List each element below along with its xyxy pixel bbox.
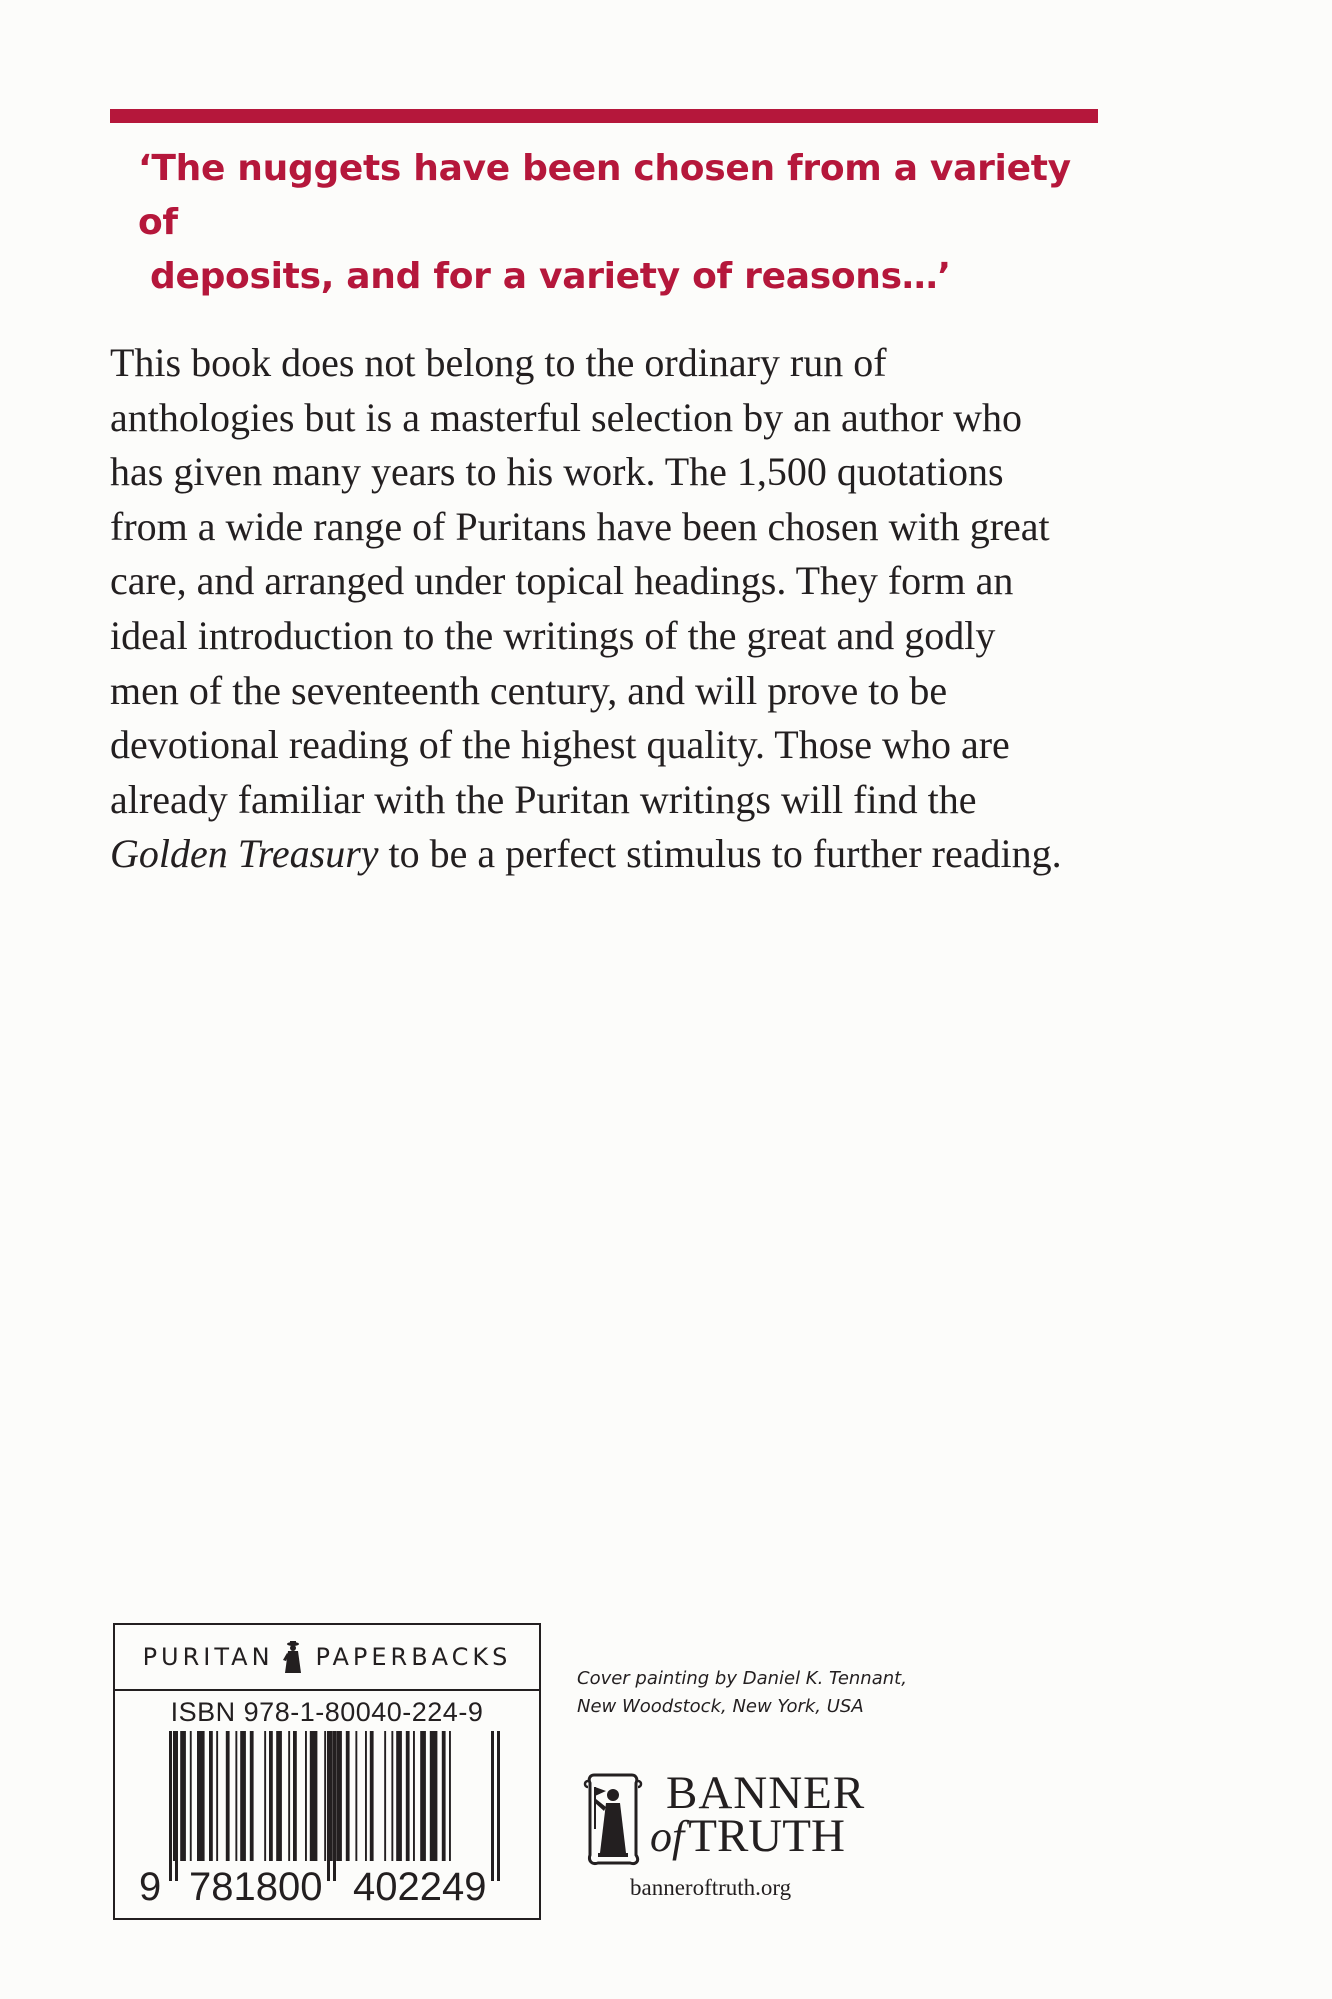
cover-credit-line-1: Cover painting by Daniel K. Tennant,: [577, 1668, 907, 1689]
blurb-line: already familiar with the Puritan writings will find the: [110, 776, 977, 822]
barcode-bar: [365, 1731, 367, 1861]
publisher-name-truth: TRUTH: [688, 1810, 845, 1862]
blurb-line: anthologies but is a masterful selection by an author who: [110, 394, 1023, 440]
puritan-figure-icon: [282, 1640, 304, 1674]
barcode-bar: [180, 1731, 186, 1861]
barcode-bar: [420, 1731, 426, 1861]
barcode-bar: [305, 1731, 307, 1861]
barcode-bar: [209, 1731, 213, 1861]
barcode-guard-bar: [497, 1731, 500, 1881]
publisher-name-line-1: BANNER: [666, 1767, 866, 1819]
barcode-bar: [355, 1731, 357, 1861]
barcode-bar: [276, 1731, 282, 1861]
top-accent-rule: [110, 109, 1098, 123]
series-right: PAPERBACKS: [315, 1643, 512, 1671]
publisher-url[interactable]: banneroftruth.org: [630, 1875, 792, 1900]
publisher-name-line-2: [650, 1812, 845, 1861]
barcode-digits-right: 402249: [353, 1865, 487, 1909]
barcode-bar: [442, 1731, 446, 1861]
barcode-bar: [216, 1731, 218, 1861]
barcode-bar: [449, 1731, 451, 1861]
barcode-bar: [226, 1731, 230, 1861]
barcode-bar: [406, 1731, 410, 1861]
pull-quote: [138, 142, 1090, 304]
barcode-guard-bar: [175, 1731, 178, 1881]
publisher-name-of: of: [650, 1812, 685, 1861]
barcode-bar: [264, 1731, 266, 1861]
barcode-guard-bar: [169, 1731, 172, 1881]
blurb-line: care, and arranged under topical headings. They form an: [110, 558, 1014, 604]
barcode-bar: [396, 1731, 402, 1861]
barcode-guard-bar: [491, 1731, 494, 1881]
barcode-bars: [139, 1731, 519, 1881]
barcode-bar: [250, 1731, 254, 1861]
barcode-bar: [310, 1731, 318, 1861]
barcode-bar: [384, 1731, 386, 1861]
book-description: [110, 336, 1130, 882]
barcode-bar: [413, 1731, 415, 1861]
blurb-line-last: [110, 827, 1130, 882]
barcode-bar: [190, 1731, 192, 1861]
isbn-label: ISBN 978-1-80040-224-9: [170, 1697, 484, 1727]
blurb-line-last-rest: to be a perfect stimulus to further reading.: [378, 831, 1062, 877]
barcode-guard-bar: [333, 1731, 336, 1881]
cover-credit-line-2: New Woodstock, New York, USA: [577, 1696, 864, 1717]
pull-quote-line-2: deposits, and for a variety of reasons…’: [150, 256, 951, 297]
barcode-bar: [288, 1731, 290, 1861]
barcode-bar: [293, 1731, 297, 1861]
barcode-guard-bar: [327, 1731, 330, 1881]
cover-credit: [577, 1665, 907, 1721]
barcode-bar: [336, 1731, 342, 1861]
blurb-line: devotional reading of the highest quality. Those who are: [110, 722, 1010, 768]
blurb-line: men of the seventeenth century, and will prove to be: [110, 667, 948, 713]
barcode-bar: [370, 1731, 374, 1861]
blurb-line: ideal introduction to the writings of the great and godly: [110, 612, 996, 658]
barcode-box: [113, 1623, 541, 1920]
book-title-italic: Golden Treasury: [110, 831, 379, 877]
barcode-bar: [235, 1731, 237, 1861]
blurb-line: has given many years to his work. The 1,500 quotations: [110, 449, 1004, 495]
banner-of-truth-emblem-icon: [578, 1769, 648, 1874]
barcode-bar: [197, 1731, 205, 1861]
barcode-bar: [324, 1731, 326, 1861]
barcode-digits-left: 781800: [189, 1865, 323, 1909]
series-left: PURITAN: [142, 1643, 274, 1671]
blurb-line: This book does not belong to the ordinary run of: [110, 340, 887, 385]
blurb-line: from a wide range of Puritans have been chosen with great: [110, 503, 1050, 549]
barcode-bar: [269, 1731, 273, 1861]
barcode-bar: [346, 1731, 350, 1861]
series-label: [115, 1625, 539, 1691]
barcode-digit-first: 9: [139, 1865, 162, 1909]
pull-quote-line-1: ‘The nuggets have been chosen from a variety of: [138, 148, 1071, 243]
barcode-bar: [430, 1731, 438, 1861]
barcode-bar: [391, 1731, 393, 1861]
barcode-bar: [240, 1731, 246, 1861]
